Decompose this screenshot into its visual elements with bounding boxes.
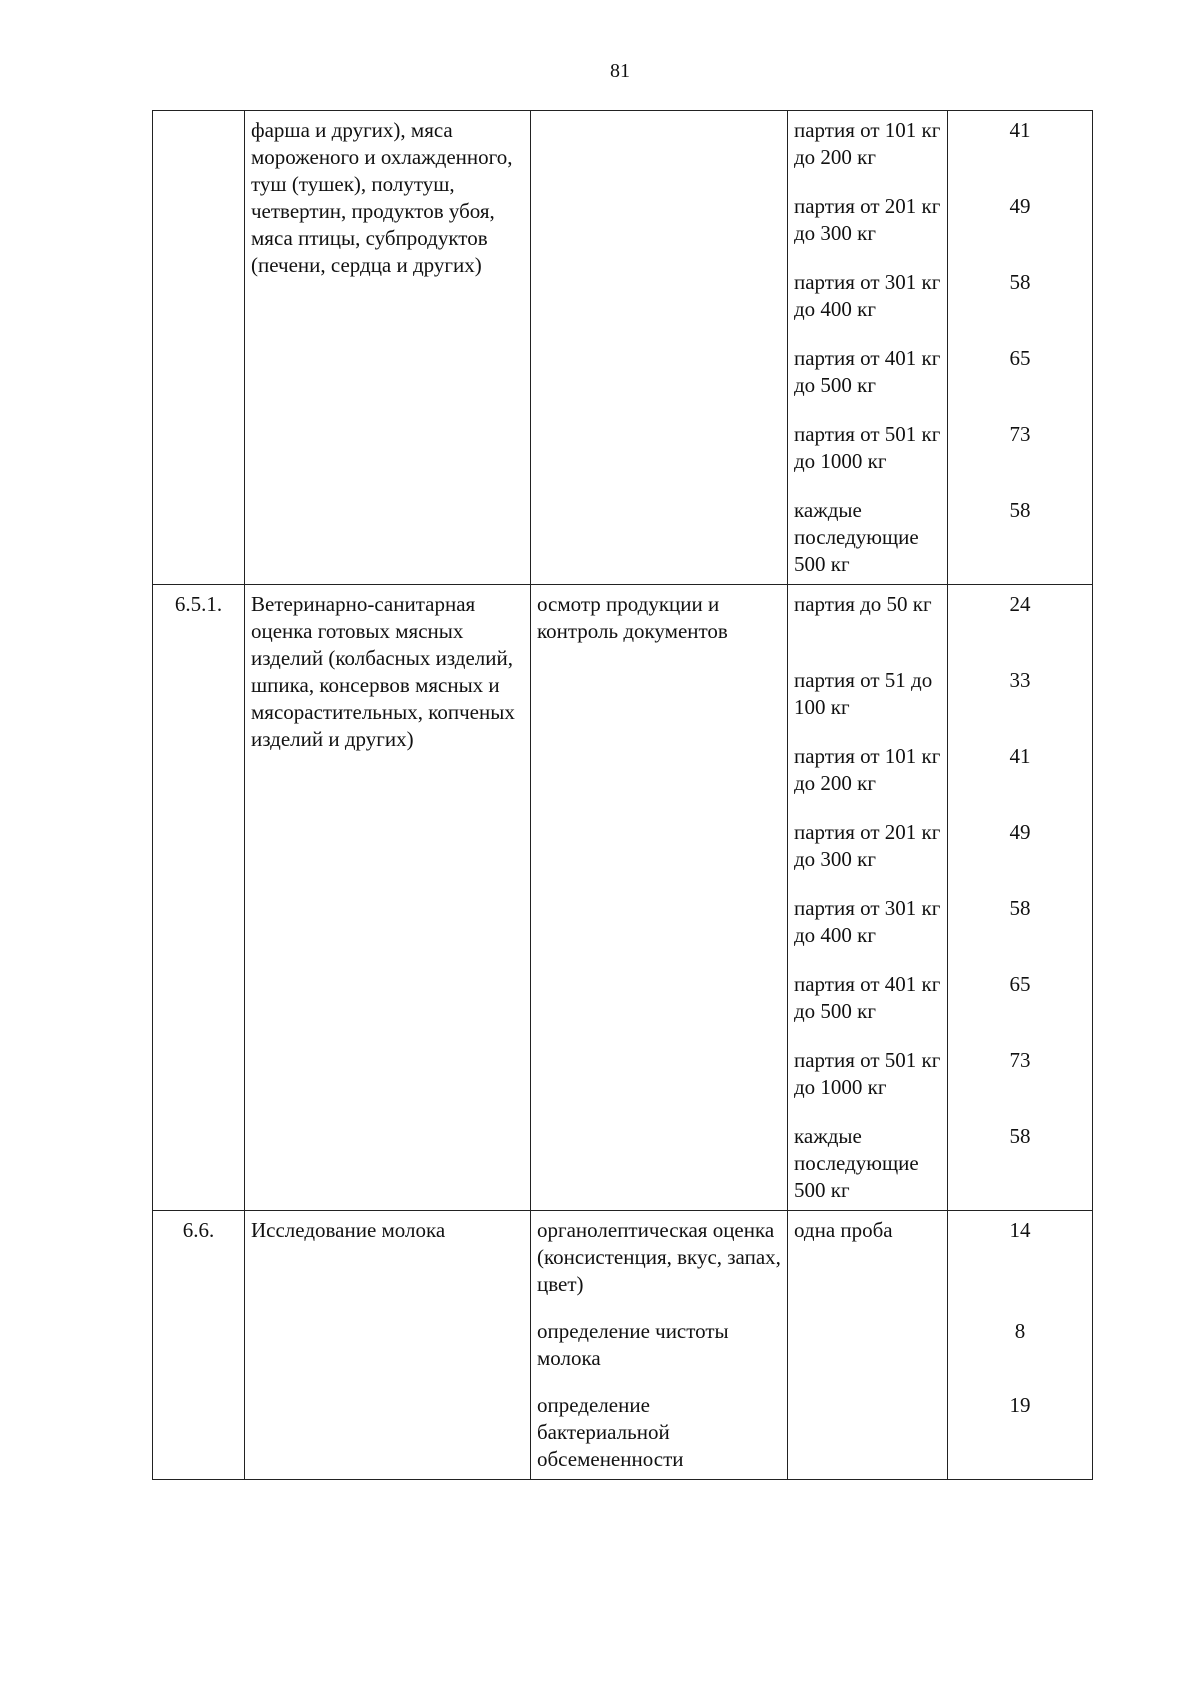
price-value: 58 [1009, 498, 1031, 522]
batch-label: партия до 50 кг [794, 592, 932, 616]
table-row [153, 111, 1093, 585]
price-value: 73 [1009, 1048, 1031, 1072]
price-value: 14 [1009, 1218, 1031, 1242]
price-cell [948, 585, 1093, 1211]
batch-label: партия от 301 кг до 400 кг [794, 270, 941, 321]
batch-label: партия от 501 кг до 1000 кг [794, 1048, 941, 1099]
method-label: определение бактериальной обсемененности [537, 1393, 684, 1471]
batch-cell: одна проба [788, 1211, 948, 1480]
batch-label: партия от 401 кг до 500 кг [794, 346, 941, 397]
table-row [153, 1211, 1093, 1480]
service-name: Исследование молока [245, 1211, 531, 1480]
price-value: 73 [1009, 422, 1031, 446]
batch-cell [788, 585, 948, 1211]
price-value: 58 [1009, 896, 1031, 920]
batch-cell [788, 111, 948, 585]
price-cell [948, 1211, 1093, 1480]
price-cell [948, 111, 1093, 585]
batch-label: партия от 301 кг до 400 кг [794, 896, 941, 947]
table-row [153, 585, 1093, 1211]
price-value: 65 [1009, 972, 1031, 996]
batch-label: партия от 101 кг до 200 кг [794, 118, 941, 169]
price-value: 58 [1009, 1124, 1031, 1148]
price-value: 41 [1009, 744, 1031, 768]
row-number: 6.6. [153, 1211, 245, 1480]
price-value: 24 [1009, 592, 1031, 616]
price-value: 41 [1009, 118, 1031, 142]
method-label: органолептическая оценка (консистенция, вкус, запах, цвет) [537, 1218, 781, 1296]
method-label: определение чистоты молока [537, 1319, 729, 1370]
price-value: 8 [1014, 1319, 1026, 1343]
batch-label: партия от 101 кг до 200 кг [794, 744, 941, 795]
price-value: 33 [1009, 668, 1031, 692]
batch-label: партия от 401 кг до 500 кг [794, 972, 941, 1023]
method-cell [531, 111, 788, 585]
row-number [153, 111, 245, 585]
batch-label: партия от 201 кг до 300 кг [794, 820, 941, 871]
batch-label: каждые последующие 500 кг [794, 498, 919, 576]
price-value: 19 [1009, 1393, 1031, 1417]
method-cell [531, 1211, 788, 1480]
tariff-table [152, 110, 1093, 1480]
price-value: 65 [1009, 346, 1031, 370]
page-number: 81 [610, 60, 630, 82]
batch-label: партия от 501 кг до 1000 кг [794, 422, 941, 473]
batch-label: партия от 51 до 100 кг [794, 668, 933, 719]
row-number: 6.5.1. [153, 585, 245, 1211]
price-value: 49 [1009, 820, 1031, 844]
service-name: Ветеринарно-санитарная оценка готовых мясных изделий (колбасных изделий, шпика, консервов мясных и мясорастительных, копченых изделий и других) [245, 585, 531, 1211]
batch-label: партия от 201 кг до 300 кг [794, 194, 941, 245]
price-value: 49 [1009, 194, 1031, 218]
method-cell: осмотр продукции и контроль документов [531, 585, 788, 1211]
price-value: 58 [1009, 270, 1031, 294]
batch-label: каждые последующие 500 кг [794, 1124, 919, 1202]
service-name: фарша и других), мяса мороженого и охлажденного, туш (тушек), полутуш, четвертин, продуктов убоя, мяса птицы, субпродуктов (печени, сердца и других) [245, 111, 531, 585]
